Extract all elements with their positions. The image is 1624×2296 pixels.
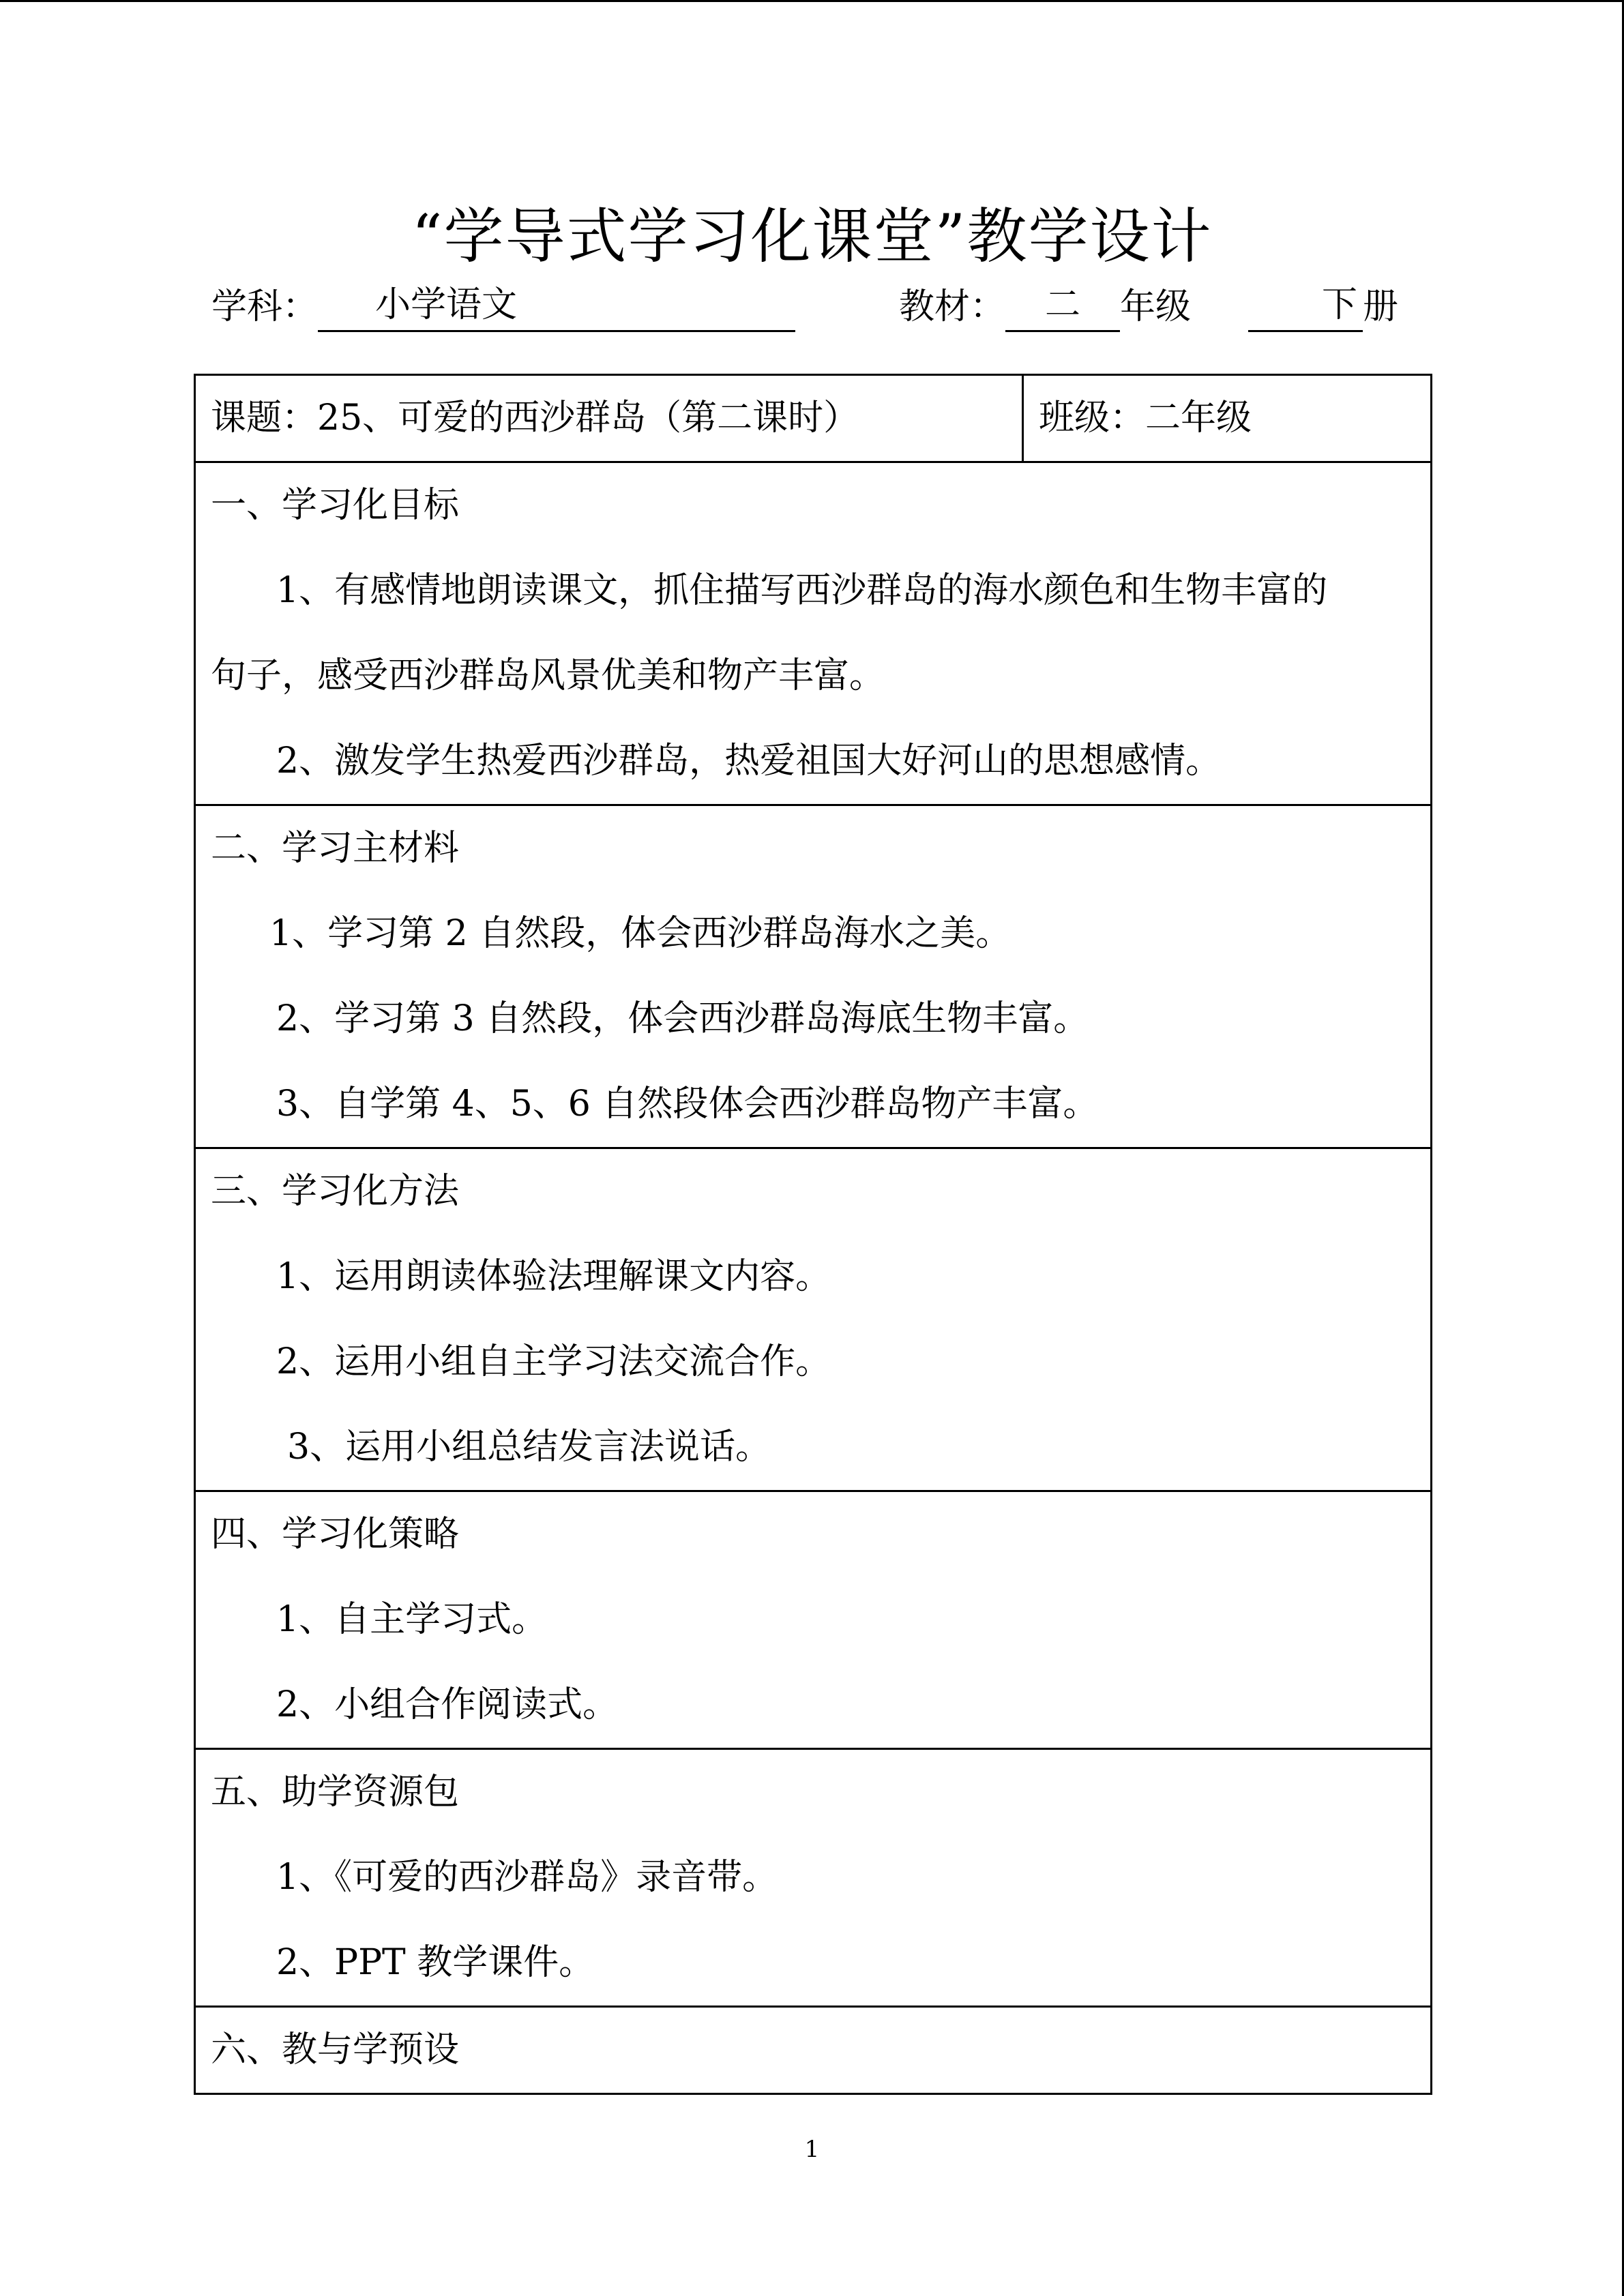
section-line: 2、激发学生热爱西沙群岛，热爱祖国大好河山的思想感情。 bbox=[276, 741, 1222, 781]
subject-value: 小学语文 bbox=[318, 280, 795, 332]
section-line: 3、自学第 4、5、6 自然段体会西沙群岛物产丰富。 bbox=[276, 1084, 1099, 1124]
lesson-plan-table bbox=[194, 374, 1432, 2095]
section-line: 3、运用小组总结发言法说话。 bbox=[287, 1427, 771, 1467]
section-line: 1、运用朗读体验法理解课文内容。 bbox=[276, 1256, 831, 1297]
section-title: 一、学习化目标 bbox=[211, 485, 460, 526]
section-line: 句子，感受西沙群岛风景优美和物产丰富。 bbox=[211, 655, 885, 696]
section-title: 四、学习化策略 bbox=[211, 1514, 460, 1555]
section-line: 2、小组合作阅读式。 bbox=[276, 1684, 619, 1725]
section-line: 1、自主学习式。 bbox=[276, 1599, 548, 1640]
section-title: 五、助学资源包 bbox=[211, 1772, 460, 1813]
table-row bbox=[195, 805, 1432, 1148]
section-materials bbox=[195, 805, 1432, 1148]
section-teaching-plan bbox=[195, 2007, 1432, 2094]
section-line: 1、有感情地朗读课文，抓住描写西沙群岛的海水颜色和生物丰富的 bbox=[276, 570, 1328, 611]
section-line: 1、《可爱的西沙群岛》录音带。 bbox=[276, 1857, 778, 1898]
section-title: 六、教与学预设 bbox=[211, 2029, 460, 2070]
section-line: 1、学习第 2 自然段，体会西沙群岛海水之美。 bbox=[269, 913, 1012, 954]
section-line: 2、PPT 教学课件。 bbox=[276, 1942, 595, 1983]
section-resources bbox=[195, 1749, 1432, 2007]
volume-value: 下 bbox=[1248, 280, 1363, 332]
subject-field bbox=[211, 280, 795, 334]
section-title: 三、学习化方法 bbox=[211, 1171, 460, 1212]
table-row bbox=[195, 1148, 1432, 1491]
grade-label: 年级 bbox=[1120, 286, 1192, 327]
textbook-field bbox=[899, 280, 1398, 334]
section-goals bbox=[195, 462, 1432, 805]
grade-value: 二 bbox=[1005, 280, 1120, 332]
volume-label: 册 bbox=[1363, 286, 1399, 327]
page-number: 1 bbox=[804, 2136, 820, 2163]
section-line: 2、学习第 3 自然段，体会西沙群岛海底生物丰富。 bbox=[276, 998, 1089, 1039]
lesson-topic: 课题：25、可爱的西沙群岛（第二课时） bbox=[195, 375, 1023, 462]
textbook-label: 教材： bbox=[899, 286, 1006, 327]
document-title: “学导式学习化课堂”教学设计 bbox=[411, 201, 1213, 271]
section-title: 二、学习主材料 bbox=[211, 828, 460, 869]
table-row bbox=[195, 1491, 1432, 1749]
section-line: 2、运用小组自主学习法交流合作。 bbox=[276, 1341, 831, 1382]
section-methods bbox=[195, 1148, 1432, 1491]
lesson-class: 班级：二年级 bbox=[1023, 375, 1432, 462]
table-row bbox=[195, 1749, 1432, 2007]
table-row bbox=[195, 462, 1432, 805]
section-strategies bbox=[195, 1491, 1432, 1749]
subject-label: 学科： bbox=[211, 286, 319, 327]
table-row bbox=[195, 375, 1432, 462]
table-row bbox=[195, 2007, 1432, 2094]
page-top-border bbox=[0, 0, 1624, 2]
